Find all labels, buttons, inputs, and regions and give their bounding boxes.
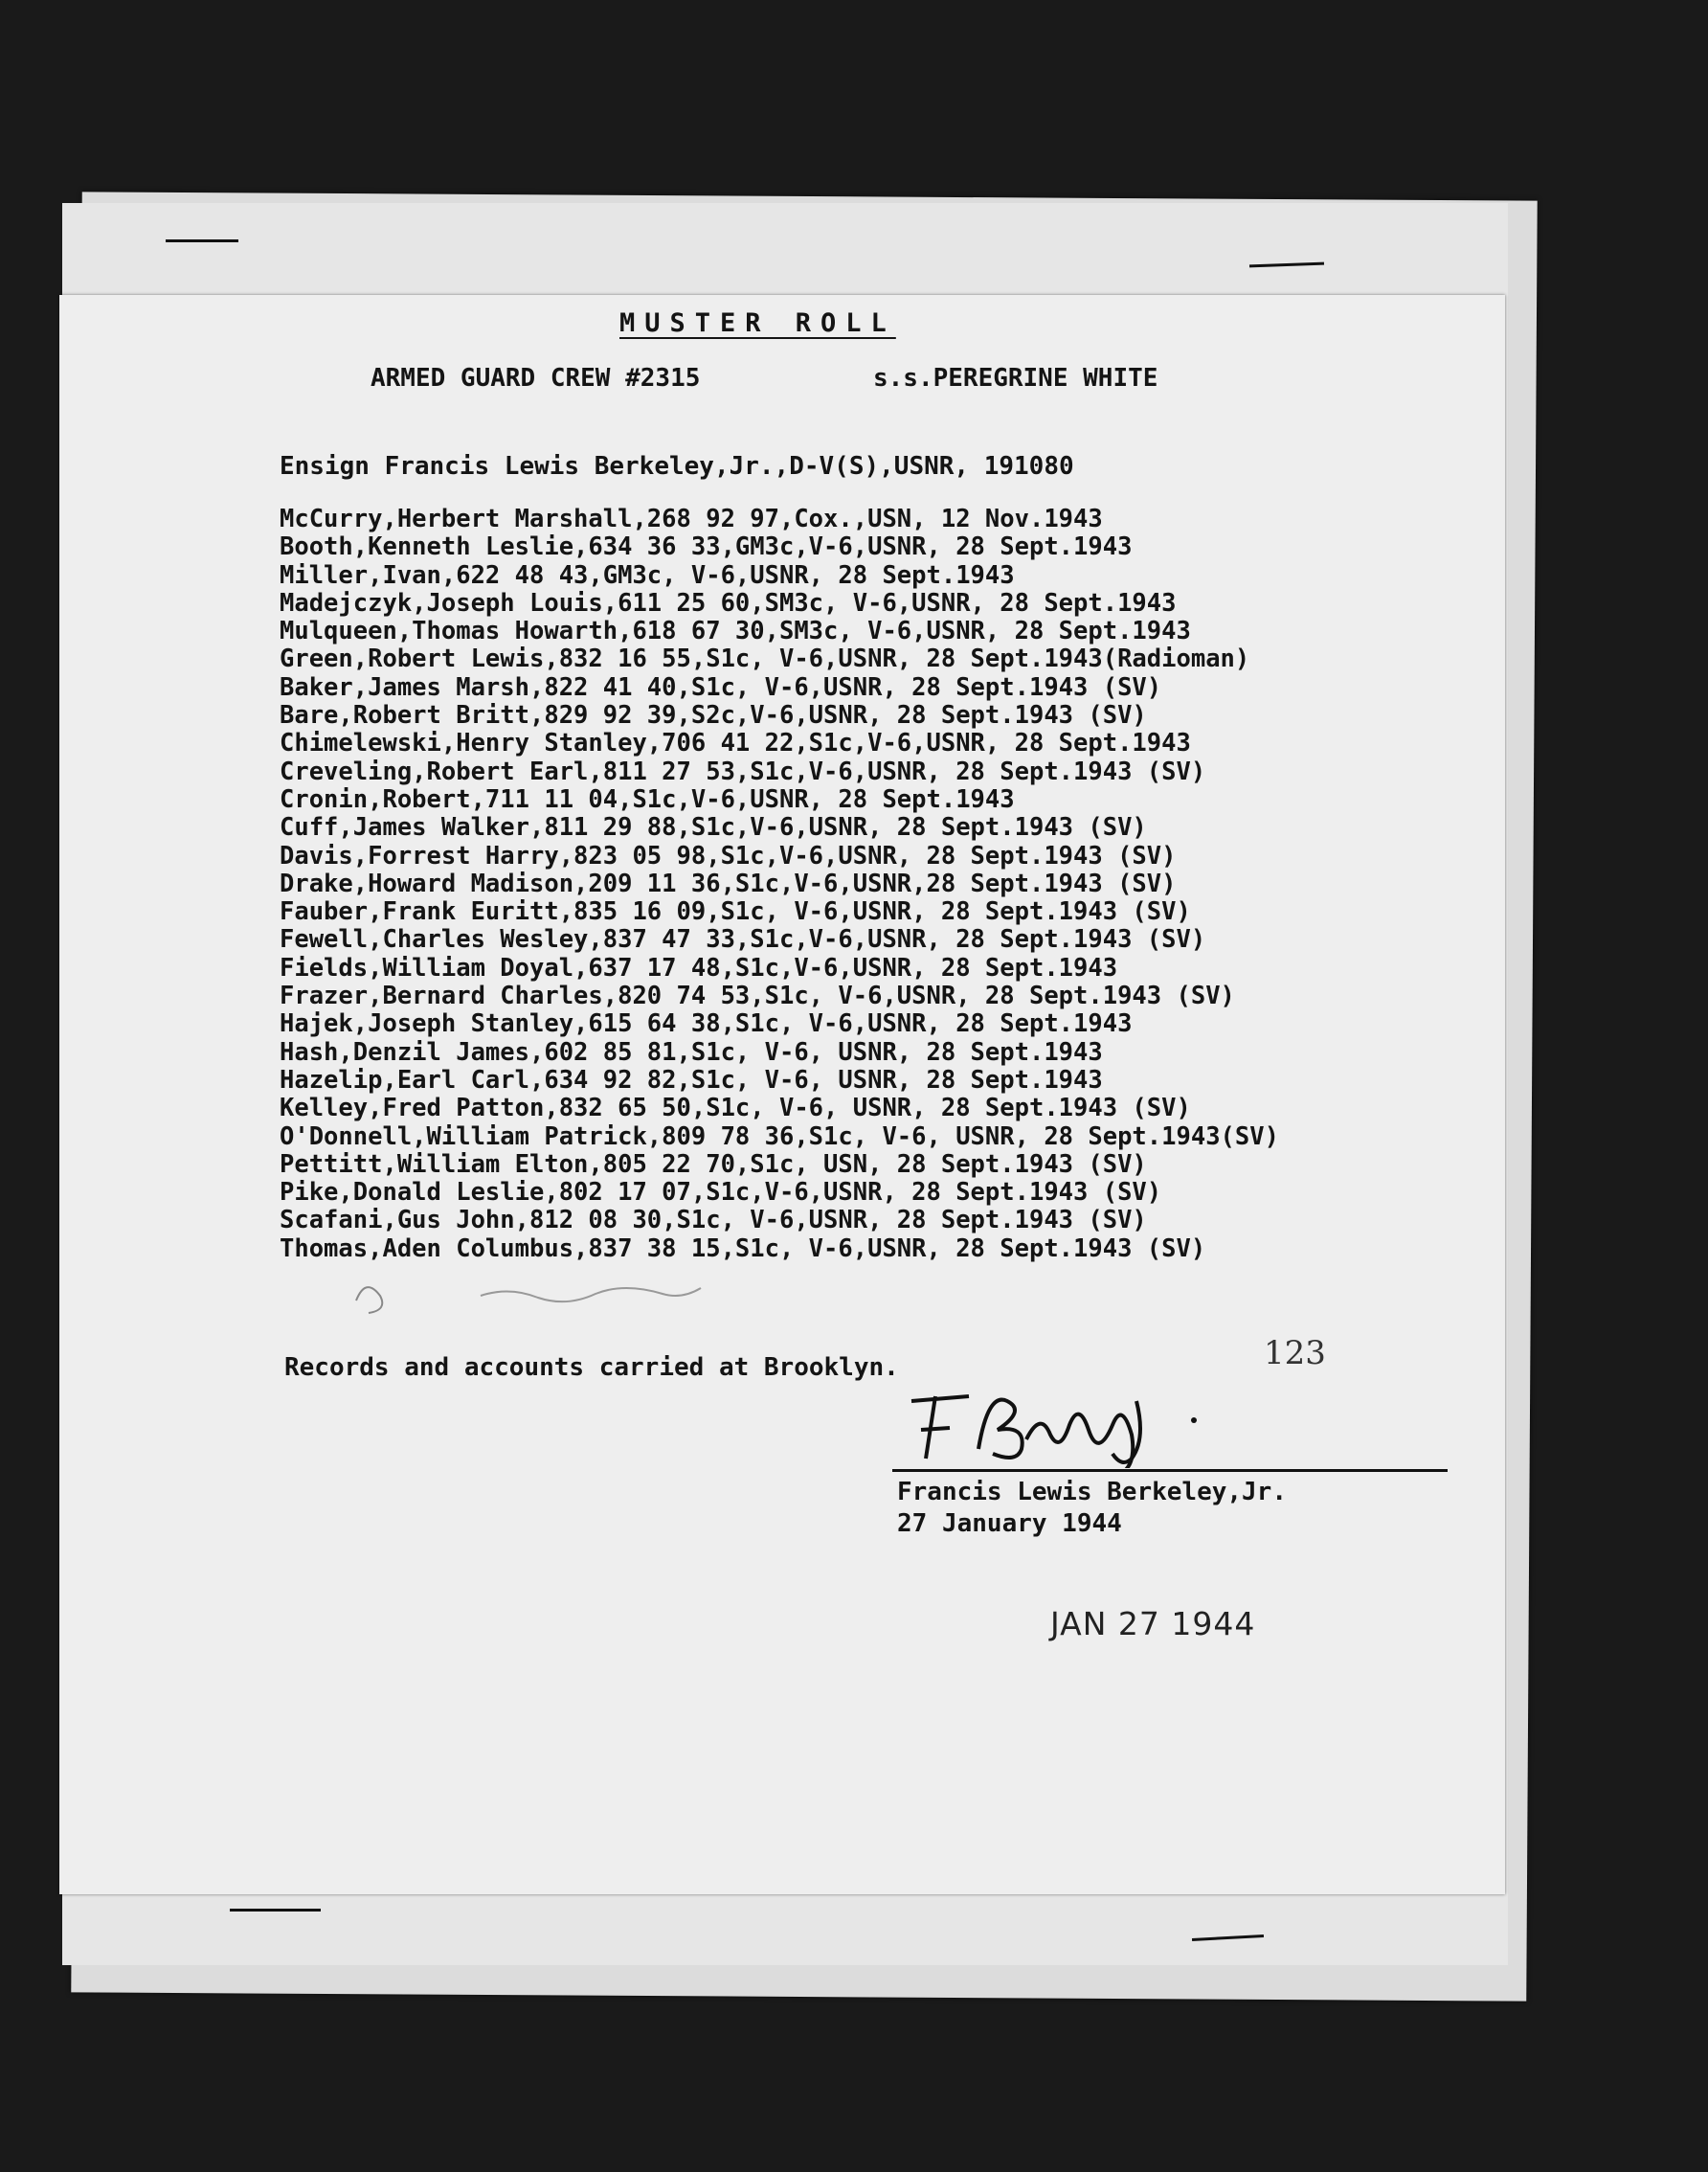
- roster-entry: Pettitt,William Elton,805 22 70,S1c, USN, 28 Sept.1943 (SV): [280, 1149, 1147, 1179]
- roster-entry: Miller,Ivan,622 48 43,GM3c, V-6,USNR, 28 Sept.1943: [280, 560, 1015, 590]
- handwritten-signature: [892, 1382, 1208, 1468]
- roster-entry: Drake,Howard Madison,209 11 36,S1c,V-6,USNR,28 Sept.1943 (SV): [280, 869, 1177, 898]
- roster-entry: Chimelewski,Henry Stanley,706 41 22,S1c,V-6,USNR, 28 Sept.1943: [280, 729, 1191, 758]
- roster-entry: Madejczyk,Joseph Louis,611 25 60,SM3c, V-6,USNR, 28 Sept.1943: [280, 588, 1177, 618]
- roster-entry: Pike,Donald Leslie,802 17 07,S1c,V-6,USNR, 28 Sept.1943 (SV): [280, 1178, 1162, 1208]
- date-stamp: JAN 27 1944: [1050, 1605, 1256, 1642]
- roster-entry: Scafani,Gus John,812 08 30,S1c, V-6,USNR, 28 Sept.1943 (SV): [280, 1206, 1147, 1235]
- roster-entry: O'Donnell,William Patrick,809 78 36,S1c, V-6, USNR, 28 Sept.1943(SV): [280, 1121, 1279, 1151]
- roster-entry: Hazelip,Earl Carl,634 92 82,S1c, V-6, USNR, 28 Sept.1943: [280, 1065, 1103, 1095]
- roster-entry: Fewell,Charles Wesley,837 47 33,S1c,V-6,USNR, 28 Sept.1943 (SV): [280, 925, 1206, 955]
- ship-name: s.s.PEREGRINE WHITE: [873, 364, 1158, 393]
- signer-date: 27 January 1944: [897, 1509, 1122, 1538]
- roster-entry: Fields,William Doyal,637 17 48,S1c,V-6,USNR, 28 Sept.1943: [280, 953, 1118, 983]
- roster-entry: Cronin,Robert,711 11 04,S1c,V-6,USNR, 28 Sept.1943: [280, 784, 1015, 814]
- roster-entry: Fauber,Frank Euritt,835 16 09,S1c, V-6,USNR, 28 Sept.1943 (SV): [280, 897, 1191, 927]
- page-number: 123: [1264, 1334, 1326, 1372]
- roster-entry: Cuff,James Walker,811 29 88,S1c,V-6,USNR, 28 Sept.1943 (SV): [280, 813, 1147, 843]
- roster-entry: Baker,James Marsh,822 41 40,S1c, V-6,USNR, 28 Sept.1943 (SV): [280, 672, 1162, 702]
- roster-entry: Creveling,Robert Earl,811 27 53,S1c,V-6,USNR, 28 Sept.1943 (SV): [280, 757, 1206, 786]
- crew-roster: [280, 506, 1279, 1263]
- officer-entry: Ensign Francis Lewis Berkeley,Jr.,D-V(S),USNR, 191080: [280, 452, 1074, 481]
- roster-entry: Hajek,Joseph Stanley,615 64 38,S1c, V-6,USNR, 28 Sept.1943: [280, 1009, 1133, 1039]
- signature-line: [892, 1469, 1448, 1472]
- roster-entry: Green,Robert Lewis,832 16 55,S1c, V-6,USNR, 28 Sept.1943(Radioman): [280, 645, 1250, 674]
- roster-entry: McCurry,Herbert Marshall,268 92 97,Cox.,USN, 12 Nov.1943: [280, 505, 1103, 533]
- roster-entry: Kelley,Fred Patton,832 65 50,S1c, V-6, USNR, 28 Sept.1943 (SV): [280, 1094, 1191, 1123]
- document-title: MUSTER ROLL: [619, 308, 896, 338]
- signer-name: Francis Lewis Berkeley,Jr.: [897, 1478, 1287, 1506]
- roster-entry: Hash,Denzil James,602 85 81,S1c, V-6, USNR, 28 Sept.1943: [280, 1037, 1103, 1067]
- roster-entry: Frazer,Bernard Charles,820 74 53,S1c, V-6,USNR, 28 Sept.1943 (SV): [280, 982, 1235, 1011]
- pencil-scribble: [347, 1262, 749, 1329]
- margin-mark: [230, 1909, 321, 1912]
- roster-entry: Thomas,Aden Columbus,837 38 15,S1c, V-6,USNR, 28 Sept.1943 (SV): [280, 1233, 1206, 1263]
- roster-entry: Davis,Forrest Harry,823 05 98,S1c,V-6,USNR, 28 Sept.1943 (SV): [280, 841, 1177, 871]
- records-note: Records and accounts carried at Brooklyn.: [284, 1353, 899, 1382]
- crew-number: ARMED GUARD CREW #2315: [371, 364, 701, 393]
- roster-entry: Bare,Robert Britt,829 92 39,S2c,V-6,USNR, 28 Sept.1943 (SV): [280, 701, 1147, 731]
- margin-mark: [166, 239, 238, 242]
- roster-entry: Mulqueen,Thomas Howarth,618 67 30,SM3c, V-6,USNR, 28 Sept.1943: [280, 617, 1191, 646]
- roster-entry: Booth,Kenneth Leslie,634 36 33,GM3c,V-6,USNR, 28 Sept.1943: [280, 532, 1133, 562]
- muster-roll-page: [59, 295, 1505, 1894]
